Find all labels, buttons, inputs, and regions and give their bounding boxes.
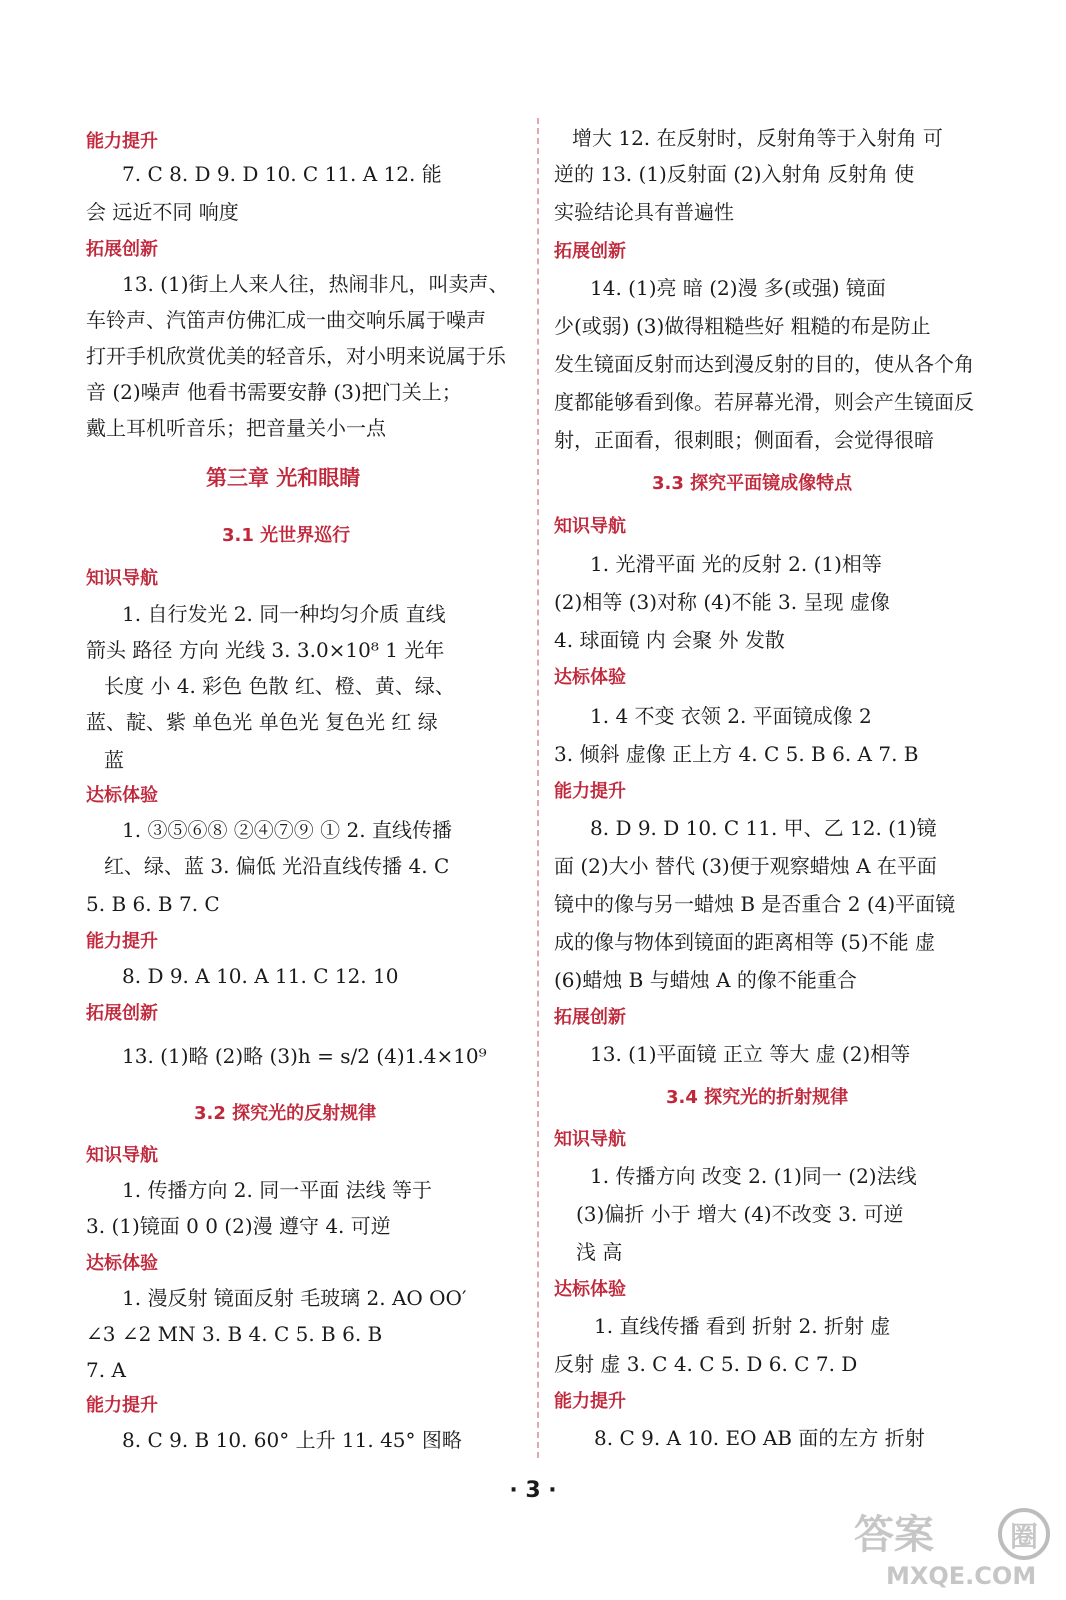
answer-line: 红、绿、蓝 3. 偏低 光沿直线传播 4. C: [104, 854, 450, 878]
answer-line: 蓝: [104, 748, 124, 772]
answer-line: 实验结论具有普遍性: [554, 200, 734, 224]
section-heading: 3.3 探究平面镜成像特点: [652, 473, 853, 494]
answer-line: 发生镜面反射而达到漫反射的目的，使从各个角: [554, 352, 974, 376]
section-heading: 能力提升: [554, 1391, 626, 1412]
answer-line: 蓝、靛、紫 单色光 单色光 复色光 红 绿: [86, 710, 438, 734]
section-heading: 3.4 探究光的折射规律: [666, 1087, 849, 1108]
answer-line: 会 远近不同 响度: [86, 200, 239, 224]
svg-text:MXQE.COM: MXQE.COM: [886, 1562, 1037, 1590]
section-heading: 能力提升: [86, 931, 158, 952]
answer-line: 13. (1)略 (2)略 (3)h = s/2 (4)1.4×10⁹: [122, 1044, 487, 1068]
answer-line: 4. 球面镜 内 会聚 外 发散: [554, 628, 785, 652]
answer-line: 8. D 9. A 10. A 11. C 12. 10: [122, 964, 399, 988]
section-heading: 拓展创新: [554, 1007, 626, 1028]
section-heading: 达标体验: [554, 667, 626, 688]
answer-line: 8. C 9. A 10. EO AB 面的左方 折射: [594, 1426, 925, 1450]
answer-line: (3)偏折 小于 增大 (4)不改变 3. 可逆: [576, 1202, 904, 1226]
column-divider: [537, 118, 539, 1458]
answer-line: 戴上耳机听音乐；把音量关小一点: [86, 416, 386, 440]
answer-line: 度都能够看到像。若屏幕光滑，则会产生镜面反: [554, 390, 974, 414]
answer-line: 1. 传播方向 2. 同一平面 法线 等于: [122, 1178, 432, 1202]
answer-line: 3. 倾斜 虚像 正上方 4. C 5. B 6. A 7. B: [554, 742, 919, 766]
answer-line: 13. (1)平面镜 正立 等大 虚 (2)相等: [590, 1042, 911, 1066]
answer-line: 镜中的像与另一蜡烛 B 是否重合 2 (4)平面镜: [554, 892, 956, 916]
answer-line: (6)蜡烛 B 与蜡烛 A 的像不能重合: [554, 968, 857, 992]
answer-line: 面 (2)大小 替代 (3)便于观察蜡烛 A 在平面: [554, 854, 937, 878]
answer-line: 增大 12. 在反射时，反射角等于入射角 可: [572, 126, 943, 150]
answer-line: 7. C 8. D 9. D 10. C 11. A 12. 能: [122, 162, 442, 186]
answer-line: 13. (1)街上人来人往，热闹非凡，叫卖声、: [122, 272, 509, 296]
section-heading: 能力提升: [86, 131, 158, 152]
answer-line: 14. (1)亮 暗 (2)漫 多(或强) 镜面: [590, 276, 886, 300]
answer-line: 成的像与物体到镜面的距离相等 (5)不能 虚: [554, 930, 936, 954]
answer-line: (2)相等 (3)对称 (4)不能 3. 呈现 虚像: [554, 590, 890, 614]
page-number: · 3 ·: [509, 1478, 557, 1503]
answer-line: 反射 虚 3. C 4. C 5. D 6. C 7. D: [554, 1352, 858, 1376]
answer-line: 1. 自行发光 2. 同一种均匀介质 直线: [122, 602, 446, 626]
answer-line: 7. A: [86, 1358, 126, 1382]
section-heading: 拓展创新: [86, 239, 158, 260]
answer-line: 浅 高: [576, 1240, 623, 1264]
section-heading: 知识导航: [86, 1145, 158, 1166]
answer-line: 1. 4 不变 衣领 2. 平面镜成像 2: [590, 704, 872, 728]
section-heading: 拓展创新: [86, 1003, 158, 1024]
answer-line: 1. ③⑤⑥⑧ ②④⑦⑨ ① 2. 直线传播: [122, 818, 452, 842]
section-heading: 达标体验: [554, 1279, 626, 1300]
answer-line: 箭头 路径 方向 光线 3. 3.0×10⁸ 1 光年: [86, 638, 445, 662]
section-heading: 3.2 探究光的反射规律: [194, 1103, 377, 1124]
answer-line: 音 (2)噪声 他看书需要安静 (3)把门关上；: [86, 380, 462, 404]
svg-text:圈: 圈: [1010, 1520, 1039, 1553]
answer-line: 3. (1)镜面 0 0 (2)漫 遵守 4. 可逆: [86, 1214, 391, 1238]
svg-text:答案: 答案: [854, 1512, 934, 1558]
section-heading: 知识导航: [554, 1129, 626, 1150]
answer-line: 8. D 9. D 10. C 11. 甲、乙 12. (1)镜: [590, 816, 937, 840]
section-heading: 知识导航: [554, 516, 626, 537]
answer-line: 8. C 9. B 10. 60° 上升 11. 45° 图略: [122, 1428, 462, 1452]
section-heading: 能力提升: [554, 781, 626, 802]
answer-line: ∠3 ∠2 MN 3. B 4. C 5. B 6. B: [86, 1322, 383, 1346]
watermark-logo: [846, 1502, 1056, 1592]
section-heading: 第三章 光和眼睛: [206, 466, 361, 490]
answer-line: 逆的 13. (1)反射面 (2)入射角 反射角 使: [554, 162, 915, 186]
answer-line: 1. 漫反射 镜面反射 毛玻璃 2. AO OO′: [122, 1286, 467, 1310]
answer-line: 打开手机欣赏优美的轻音乐，对小明来说属于乐: [86, 344, 506, 368]
section-heading: 知识导航: [86, 568, 158, 589]
answer-line: 1. 光滑平面 光的反射 2. (1)相等: [590, 552, 882, 576]
section-heading: 能力提升: [86, 1395, 158, 1416]
answer-line: 少(或弱) (3)做得粗糙些好 粗糙的布是防止: [554, 314, 931, 338]
answer-line: 射，正面看，很刺眼；侧面看，会觉得很暗: [554, 428, 934, 452]
section-heading: 3.1 光世界巡行: [222, 525, 351, 546]
answer-line: 1. 传播方向 改变 2. (1)同一 (2)法线: [590, 1164, 917, 1188]
answer-line: 长度 小 4. 彩色 色散 红、橙、黄、绿、: [104, 674, 455, 698]
section-heading: 达标体验: [86, 785, 158, 806]
answer-line: 5. B 6. B 7. C: [86, 892, 220, 916]
answer-line: 1. 直线传播 看到 折射 2. 折射 虚: [594, 1314, 891, 1338]
section-heading: 拓展创新: [554, 241, 626, 262]
answer-line: 车铃声、汽笛声仿佛汇成一曲交响乐属于噪声: [86, 308, 486, 332]
section-heading: 达标体验: [86, 1253, 158, 1274]
